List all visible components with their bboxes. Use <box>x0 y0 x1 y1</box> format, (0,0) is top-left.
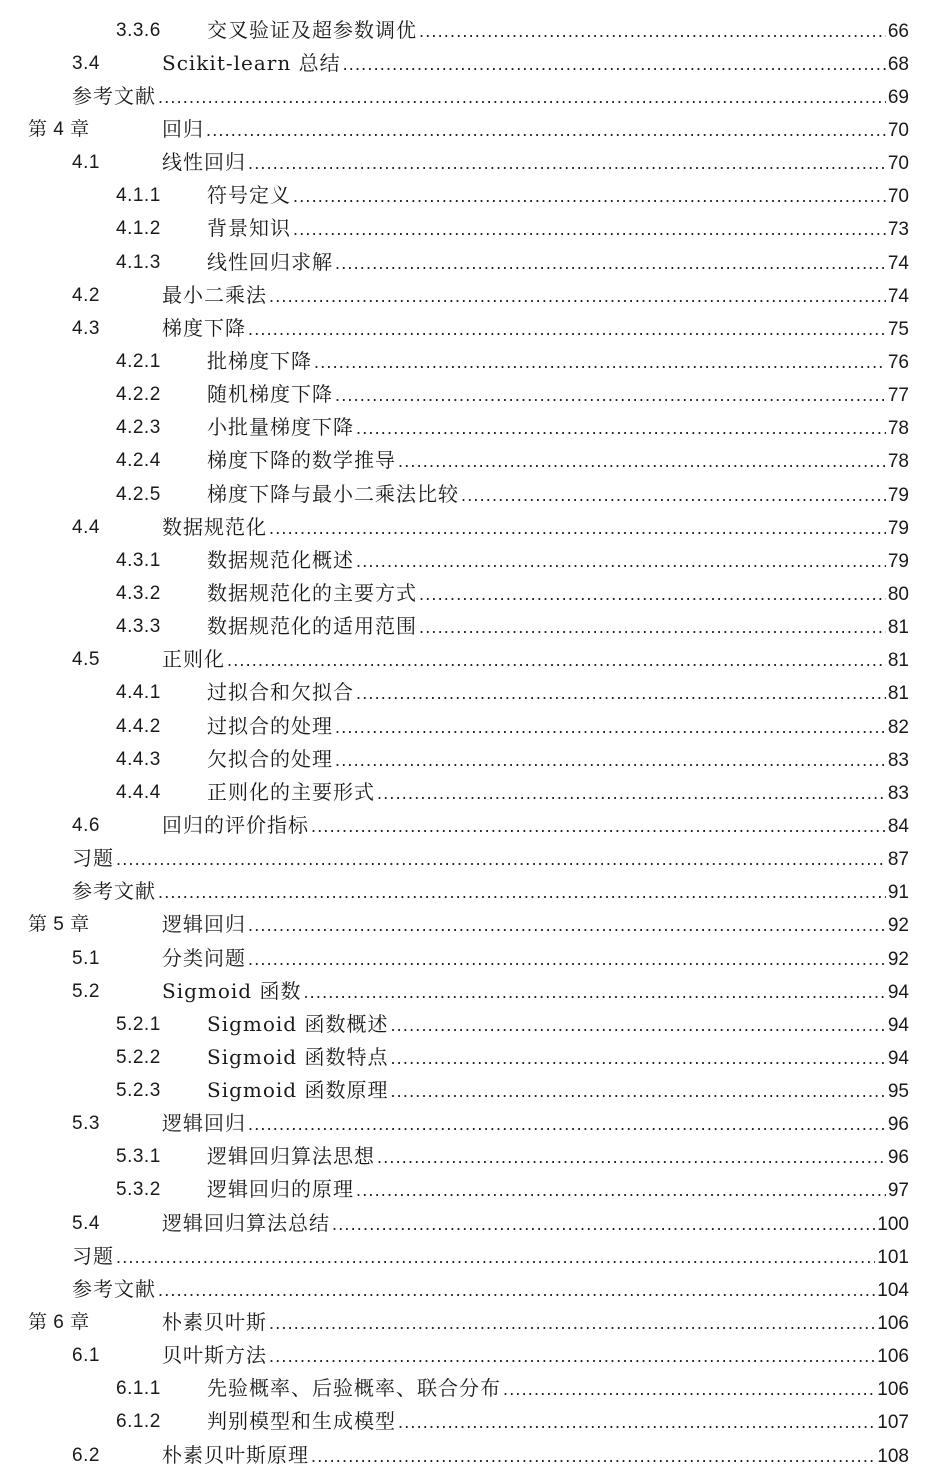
toc-entry-line <box>72 879 909 905</box>
toc-entry-number: 5.4 <box>72 1212 100 1234</box>
toc-entry-title: 随机梯度下降 <box>207 382 333 407</box>
toc-entry[interactable] <box>0 14 942 47</box>
toc-entry-number: 4.2.5 <box>116 483 161 505</box>
toc-entry-number: 6.1.1 <box>116 1378 161 1400</box>
toc-entry[interactable] <box>0 1207 942 1240</box>
toc-entry[interactable] <box>0 1273 942 1306</box>
toc-entry-line <box>207 1045 909 1071</box>
toc-entry[interactable] <box>0 80 942 113</box>
dot-leader <box>332 1212 875 1236</box>
toc-entry-title: 正则化 <box>162 647 225 672</box>
toc-entry-line <box>207 382 909 408</box>
dot-leader <box>311 814 886 838</box>
toc-entry[interactable] <box>0 710 942 743</box>
toc-entry[interactable] <box>0 1174 942 1207</box>
toc-entry[interactable] <box>0 412 942 445</box>
toc-entry-title: 贝叶斯方法 <box>162 1343 267 1368</box>
toc-entry-line <box>207 1144 909 1170</box>
toc-entry-line <box>162 1343 909 1369</box>
toc-entry-line <box>162 1111 909 1137</box>
toc-entry-page-number: 70 <box>887 153 909 175</box>
toc-entry-line <box>162 979 909 1005</box>
toc-entry-page-number: 96 <box>887 1147 909 1169</box>
toc-entry-number: 4.2.1 <box>116 350 161 372</box>
toc-entry-line <box>207 18 909 44</box>
dot-leader <box>158 85 886 109</box>
dot-leader <box>293 217 886 241</box>
toc-entry-line <box>162 1211 909 1237</box>
toc-entry-title: 线性回归求解 <box>207 249 333 274</box>
toc-entry-line <box>72 84 909 110</box>
toc-entry-page-number: 83 <box>887 782 909 804</box>
toc-entry-page-number: 95 <box>887 1081 909 1103</box>
toc-entry-number: 6.2 <box>72 1444 100 1466</box>
toc-entry[interactable] <box>0 246 942 279</box>
dot-leader <box>335 383 886 407</box>
toc-entry-line <box>207 1409 909 1435</box>
dot-leader <box>461 483 886 507</box>
toc-entry-line <box>207 216 909 242</box>
toc-entry-number: 第 5 章 <box>28 914 90 936</box>
toc-entry-title: 批梯度下降 <box>207 348 312 373</box>
toc-entry[interactable] <box>0 180 942 213</box>
toc-entry[interactable] <box>0 1306 942 1339</box>
toc-entry-page-number: 69 <box>887 86 909 108</box>
toc-entry-line <box>162 150 909 176</box>
toc-entry-line <box>162 51 909 77</box>
toc-entry[interactable] <box>0 478 942 511</box>
toc-entry-page-number: 81 <box>887 617 909 639</box>
toc-entry[interactable] <box>0 213 942 246</box>
toc-entry-line <box>207 747 909 773</box>
toc-entry-page-number: 106 <box>877 1313 909 1335</box>
toc-entry[interactable] <box>0 1406 942 1439</box>
toc-entry-title: 逻辑回归的原理 <box>207 1177 354 1202</box>
toc-entry[interactable] <box>0 312 942 345</box>
toc-entry-line <box>207 1376 909 1402</box>
dot-leader <box>419 615 886 639</box>
toc-entry-page-number: 97 <box>887 1180 909 1202</box>
dot-leader <box>269 1344 875 1368</box>
toc-entry[interactable] <box>0 279 942 312</box>
toc-entry[interactable] <box>0 147 942 180</box>
toc-entry-line <box>207 714 909 740</box>
toc-entry-page-number: 104 <box>877 1279 909 1301</box>
toc-entry-title: 小批量梯度下降 <box>207 415 354 440</box>
toc-entry[interactable] <box>0 1439 942 1472</box>
toc-entry-number: 4.1.3 <box>116 251 161 273</box>
toc-entry-number: 5.2.3 <box>116 1080 161 1102</box>
toc-entry-number: 4.3.3 <box>116 616 161 638</box>
toc-entry-title: 分类问题 <box>162 945 246 970</box>
dot-leader <box>158 880 886 904</box>
toc-entry-title: 最小二乘法 <box>162 282 267 307</box>
toc-entry-line <box>207 680 909 706</box>
toc-entry-title: 梯度下降的数学推导 <box>207 448 396 473</box>
toc-entry-page-number: 83 <box>887 749 909 771</box>
dot-leader <box>377 1145 886 1169</box>
toc-entry-number: 4.4.2 <box>116 715 161 737</box>
toc-entry-number: 4.3.1 <box>116 549 161 571</box>
toc-entry-number: 第 4 章 <box>28 118 90 140</box>
toc-entry-title: 逻辑回归算法总结 <box>162 1210 330 1235</box>
dot-leader <box>248 151 886 175</box>
toc-entry-line <box>207 1177 909 1203</box>
dot-leader <box>227 648 886 672</box>
toc-entry-page-number: 96 <box>887 1114 909 1136</box>
toc-entry-number: 4.2.4 <box>116 450 161 472</box>
toc-entry-number: 第 6 章 <box>28 1312 90 1334</box>
toc-entry-line <box>207 548 909 574</box>
toc-entry[interactable] <box>0 47 942 80</box>
table-of-contents <box>0 14 942 1472</box>
toc-entry[interactable] <box>0 113 942 146</box>
toc-entry-title: Sigmoid 函数概述 <box>207 1011 389 1036</box>
toc-entry-page-number: 101 <box>877 1246 909 1268</box>
toc-entry-number: 4.3.2 <box>116 582 161 604</box>
toc-entry-page-number: 81 <box>887 650 909 672</box>
toc-entry-title: 欠拟合的处理 <box>207 746 333 771</box>
dot-leader <box>248 947 886 971</box>
toc-entry-title: 习题 <box>72 846 114 871</box>
toc-entry[interactable] <box>0 942 942 975</box>
dot-leader <box>390 1013 885 1037</box>
toc-entry-page-number: 106 <box>877 1346 909 1368</box>
toc-entry-page-number: 100 <box>877 1213 909 1235</box>
toc-entry-line <box>207 1012 909 1038</box>
toc-entry-title: Scikit-learn 总结 <box>162 50 341 75</box>
dot-leader <box>419 19 886 43</box>
toc-entry-line <box>162 647 909 673</box>
toc-entry-line <box>162 813 909 839</box>
toc-entry-title: 数据规范化 <box>162 514 267 539</box>
dot-leader <box>356 1178 886 1202</box>
toc-entry[interactable] <box>0 1041 942 1074</box>
toc-entry[interactable] <box>0 909 942 942</box>
dot-leader <box>503 1377 875 1401</box>
toc-entry-line <box>207 448 909 474</box>
toc-entry[interactable] <box>0 644 942 677</box>
toc-entry-number: 5.2.1 <box>116 1013 161 1035</box>
toc-entry-page-number: 91 <box>887 882 909 904</box>
toc-entry[interactable] <box>0 511 942 544</box>
dot-leader <box>303 980 885 1004</box>
toc-entry-title: 正则化的主要形式 <box>207 779 375 804</box>
toc-entry[interactable] <box>0 1008 942 1041</box>
toc-entry-title: 逻辑回归算法思想 <box>207 1144 375 1169</box>
toc-entry-line <box>207 581 909 607</box>
toc-entry-page-number: 77 <box>887 385 909 407</box>
toc-entry-line <box>162 1310 909 1336</box>
dot-leader <box>398 1410 875 1434</box>
dot-leader <box>356 681 886 705</box>
toc-entry-page-number: 108 <box>877 1445 909 1467</box>
dot-leader <box>311 1444 875 1468</box>
toc-entry[interactable] <box>0 809 942 842</box>
toc-entry-line <box>162 515 909 541</box>
toc-entry-title: 过拟合的处理 <box>207 713 333 738</box>
toc-entry-line <box>162 117 909 143</box>
toc-entry-page-number: 74 <box>887 252 909 274</box>
toc-entry-number: 4.6 <box>72 814 100 836</box>
toc-entry-title: 梯度下降 <box>162 315 246 340</box>
toc-entry-page-number: 92 <box>887 915 909 937</box>
toc-entry-title: 符号定义 <box>207 183 291 208</box>
toc-entry-line <box>207 183 909 209</box>
toc-entry-page-number: 87 <box>887 849 909 871</box>
toc-entry-title: Sigmoid 函数原理 <box>207 1078 389 1103</box>
toc-entry-title: 背景知识 <box>207 216 291 241</box>
toc-entry-line <box>207 415 909 441</box>
dot-leader <box>248 317 886 341</box>
toc-entry-page-number: 94 <box>887 1014 909 1036</box>
dot-leader <box>293 184 886 208</box>
toc-entry-number: 4.2.3 <box>116 417 161 439</box>
toc-entry-number: 4.2 <box>72 284 100 306</box>
toc-entry-title: 回归 <box>162 116 204 141</box>
toc-entry-page-number: 70 <box>887 119 909 141</box>
dot-leader <box>335 748 886 772</box>
toc-entry[interactable] <box>0 544 942 577</box>
toc-entry[interactable] <box>0 876 942 909</box>
toc-entry-number: 4.1.1 <box>116 185 161 207</box>
dot-leader <box>343 52 886 76</box>
toc-entry-number: 3.3.6 <box>116 19 161 41</box>
toc-entry-page-number: 76 <box>887 351 909 373</box>
toc-entry-page-number: 81 <box>887 683 909 705</box>
toc-entry-title: 线性回归 <box>162 150 246 175</box>
toc-entry-title: 逻辑回归 <box>162 912 246 937</box>
dot-leader <box>419 582 886 606</box>
toc-entry-line <box>162 912 909 938</box>
toc-entry-page-number: 82 <box>887 716 909 738</box>
dot-leader <box>398 449 886 473</box>
toc-entry[interactable] <box>0 1141 942 1174</box>
toc-entry-number: 5.1 <box>72 947 100 969</box>
toc-entry-line <box>207 780 909 806</box>
dot-leader <box>269 1311 875 1335</box>
toc-entry-number: 3.4 <box>72 52 100 74</box>
toc-entry-title: 数据规范化的适用范围 <box>207 614 417 639</box>
dot-leader <box>158 1278 875 1302</box>
toc-entry-number: 6.1.2 <box>116 1411 161 1433</box>
dot-leader <box>377 781 886 805</box>
toc-entry[interactable] <box>0 677 942 710</box>
toc-entry-title: 回归的评价指标 <box>162 812 309 837</box>
toc-entry-number: 5.2 <box>72 980 100 1002</box>
toc-entry-number: 5.3 <box>72 1113 100 1135</box>
toc-entry[interactable] <box>0 975 942 1008</box>
toc-entry-title: Sigmoid 函数特点 <box>207 1044 389 1069</box>
dot-leader <box>356 416 886 440</box>
toc-entry-title: 数据规范化的主要方式 <box>207 580 417 605</box>
toc-entry-title: 先验概率、后验概率、联合分布 <box>207 1376 501 1401</box>
toc-entry-title: 朴素贝叶斯 <box>162 1310 267 1335</box>
toc-entry-page-number: 79 <box>887 517 909 539</box>
toc-entry-line <box>207 1078 909 1104</box>
toc-entry-page-number: 78 <box>887 451 909 473</box>
toc-entry-number: 4.4.4 <box>116 781 161 803</box>
dot-leader <box>335 715 886 739</box>
toc-entry-title: 习题 <box>72 1243 114 1268</box>
dot-leader <box>390 1046 885 1070</box>
dot-leader <box>314 350 886 374</box>
toc-entry-title: 参考文献 <box>72 879 156 904</box>
toc-entry-page-number: 94 <box>887 1047 909 1069</box>
toc-entry[interactable] <box>0 345 942 378</box>
toc-entry-title: 梯度下降与最小二乘法比较 <box>207 481 459 506</box>
toc-entry-line <box>162 283 909 309</box>
dot-leader <box>248 1112 886 1136</box>
toc-entry-page-number: 80 <box>887 583 909 605</box>
dot-leader <box>335 251 886 275</box>
toc-entry-title: 交叉验证及超参数调优 <box>207 17 417 42</box>
toc-entry-number: 6.1 <box>72 1345 100 1367</box>
toc-entry-line <box>207 349 909 375</box>
toc-entry-line <box>72 1244 909 1270</box>
toc-entry-title: 朴素贝叶斯原理 <box>162 1442 309 1467</box>
dot-leader <box>248 913 886 937</box>
dot-leader <box>206 118 886 142</box>
toc-entry[interactable] <box>0 1373 942 1406</box>
dot-leader <box>116 1245 875 1269</box>
toc-entry-number: 4.4 <box>72 516 100 538</box>
toc-entry-title: 参考文献 <box>72 83 156 108</box>
toc-entry-line <box>207 250 909 276</box>
dot-leader <box>269 516 886 540</box>
toc-entry-page-number: 79 <box>887 484 909 506</box>
toc-entry-number: 4.4.1 <box>116 682 161 704</box>
toc-entry[interactable] <box>0 843 942 876</box>
toc-entry-title: 判别模型和生成模型 <box>207 1409 396 1434</box>
toc-entry[interactable] <box>0 1340 942 1373</box>
toc-entry[interactable] <box>0 1240 942 1273</box>
toc-entry[interactable] <box>0 445 942 478</box>
dot-leader <box>356 549 886 573</box>
toc-entry-number: 5.3.1 <box>116 1146 161 1168</box>
toc-entry-page-number: 75 <box>887 318 909 340</box>
toc-entry-title: Sigmoid 函数 <box>162 978 302 1003</box>
toc-entry[interactable] <box>0 577 942 610</box>
toc-entry-line <box>162 946 909 972</box>
toc-entry-page-number: 84 <box>887 815 909 837</box>
toc-entry-page-number: 78 <box>887 418 909 440</box>
toc-entry-page-number: 70 <box>887 186 909 208</box>
toc-entry-line <box>162 316 909 342</box>
toc-entry-title: 过拟合和欠拟合 <box>207 680 354 705</box>
toc-entry-page-number: 107 <box>877 1412 909 1434</box>
toc-entry-page-number: 79 <box>887 550 909 572</box>
toc-entry-page-number: 92 <box>887 948 909 970</box>
toc-entry-title: 参考文献 <box>72 1276 156 1301</box>
toc-entry-line <box>207 614 909 640</box>
toc-entry-number: 4.1 <box>72 152 100 174</box>
dot-leader <box>390 1079 885 1103</box>
toc-entry-page-number: 94 <box>887 981 909 1003</box>
toc-entry-number: 4.4.3 <box>116 748 161 770</box>
toc-entry-title: 数据规范化概述 <box>207 547 354 572</box>
dot-leader <box>269 284 886 308</box>
toc-entry-line <box>72 846 909 872</box>
toc-entry-page-number: 73 <box>887 219 909 241</box>
toc-entry-page-number: 74 <box>887 285 909 307</box>
toc-entry-number: 4.1.2 <box>116 218 161 240</box>
toc-entry-title: 逻辑回归 <box>162 1111 246 1136</box>
toc-entry[interactable] <box>0 1075 942 1108</box>
toc-entry-line <box>162 1443 909 1469</box>
toc-entry-line <box>207 482 909 508</box>
toc-entry[interactable] <box>0 611 942 644</box>
dot-leader <box>116 847 886 871</box>
toc-entry[interactable] <box>0 743 942 776</box>
toc-entry-page-number: 66 <box>887 20 909 42</box>
toc-entry-number: 4.2.2 <box>116 384 161 406</box>
toc-entry[interactable] <box>0 1108 942 1141</box>
toc-entry[interactable] <box>0 379 942 412</box>
toc-entry-line <box>72 1277 909 1303</box>
toc-entry-number: 4.5 <box>72 649 100 671</box>
toc-entry-number: 4.3 <box>72 317 100 339</box>
toc-entry-number: 5.3.2 <box>116 1179 161 1201</box>
toc-entry-page-number: 106 <box>877 1379 909 1401</box>
toc-entry[interactable] <box>0 776 942 809</box>
toc-entry-page-number: 68 <box>887 53 909 75</box>
toc-entry-number: 5.2.2 <box>116 1046 161 1068</box>
